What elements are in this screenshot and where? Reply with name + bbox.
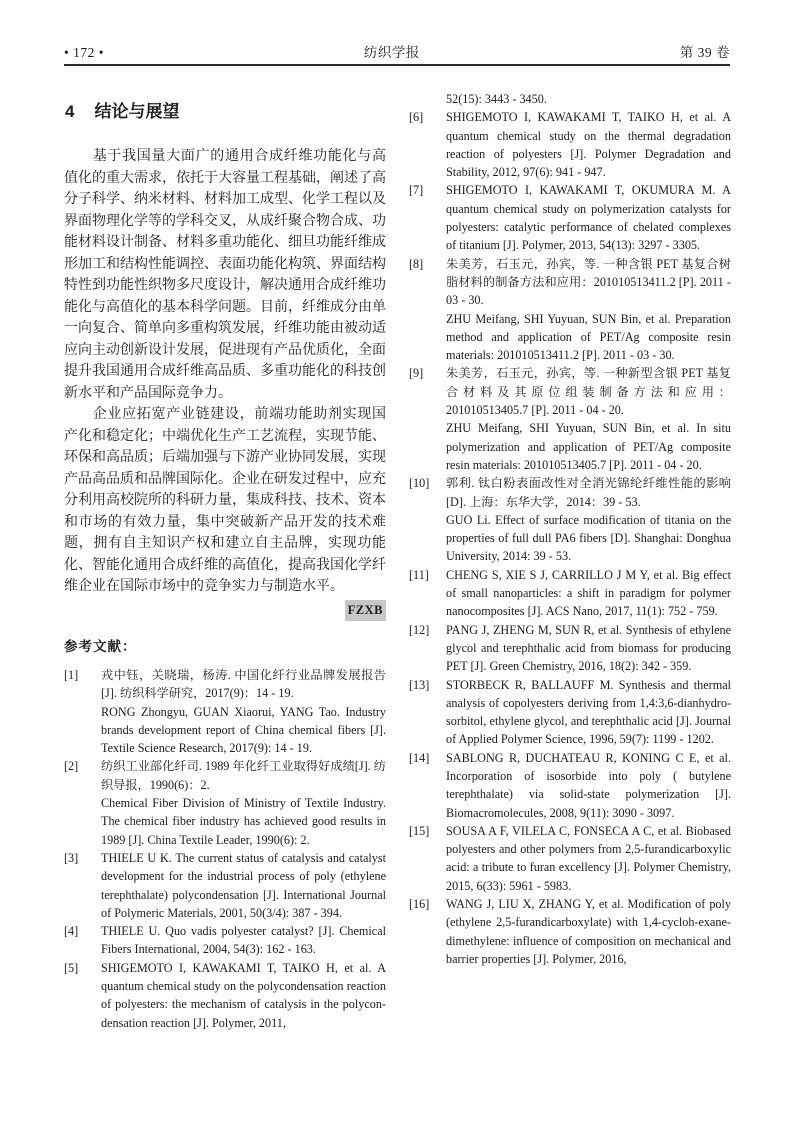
reference-segment: ZHU Meifang, SHI Yuyuan, SUN Bin, et al. Preparation method and application of PET/Ag composite resin materials: 201010513411.2 [P]. 2011 - 03 - 30. [446,311,731,363]
reference-number: [12] [409,622,430,637]
reference-segment: ZHU Meifang, SHI Yuyuan, SUN Bin, et al. In situ polymerization and application of PET/Ag composite resin materials: 201010513405.7 [P]. 2011 - 04 - 20. [446,421,731,472]
reference-list-left [64,666,386,1032]
header-rule [64,64,730,66]
reference-number: [2] [64,759,79,774]
reference-segment: SHIGEMOTO I, KAWAKAMI T, TAIKO H, et al. A quantum chemical study on the polycondensation reaction of polyesters: the mechanism of catalysis in the polycon-densation reaction [J]. Polymer, 2011, [101,960,386,1030]
reference-number: [10] [409,476,430,491]
reference-number: [13] [409,677,430,692]
reference-segment: PANG J, ZHENG M, SUN R, et al. Synthesis of ethylene glycol and terephthalic acid from biomass for producing PET [J]. Green Chemistry, 2016, 18(2): 342 - 359. [446,622,731,674]
reference-text [101,757,386,848]
reference-segment: 郭利. 钛白粉表面改性对全消光锦纶纤维性能的影响[D]. 上海：东华大学，2014：39 - 53. [446,476,731,509]
section-heading [65,100,386,124]
reference-item [409,621,731,676]
reference-segment: RONG Zhongyu, GUAN Xiaorui, YANG Tao. Industry brands development report of China chemical fibers [J]. Textile Science Research, 2017(9): 14 - 19. [101,704,386,756]
reference-item [409,364,731,474]
reference-text [101,959,386,1032]
reference-text [446,255,731,365]
reference-item [64,666,386,757]
reference-segment: 朱美芳，石玉元，孙宾，等. 一种含银 PET 基复合树脂材料的制备方法和应用：201010513411.2 [P]. 2011 - 03 - 30. [446,256,731,308]
reference-text [446,822,731,895]
reference-segment: 朱美芳，石玉元，孙宾，等. 一种新型含银 PET 基复合材料及其原位组装制备方法和应用：201010513405.7 [P]. 2011 - 04 - 20. [446,366,731,418]
reference-segment: SHIGEMOTO I, KAWAKAMI T, TAIKO H, et al. A quantum chemical study on the thermal degradation reaction of polyesters [J]. Polymer Degradation and Stability, 2012, 97(6): 941 - 947. [446,110,731,180]
reference-number: [1] [64,668,79,682]
reference-text [446,181,731,254]
reference-text [446,474,731,565]
reference-text [446,108,731,181]
reference-number: [16] [409,897,430,912]
reference-number: [3] [64,850,79,865]
reference-segment: STORBECK R, BALLAUFF M. Synthesis and thermal analysis of copolyesters deriving from 1,4:3,6-dianhydro-sorbitol, ethylene glycol, and terephthalic acid [J]. Journal of Applied Polymer Science, 1996, 59(7): 1199 - 1202. [446,677,731,747]
reference-text [446,749,731,822]
end-mark: FZXB [345,600,386,622]
page-number: • 172 • [64,45,104,60]
references-heading: 参考文献： [64,639,137,654]
reference-item [64,959,386,1032]
reference-item [64,849,386,922]
reference-number: [15] [409,823,430,838]
content-columns [64,88,731,1032]
reference-segment: 纺织工业部化纤司. 1989 年化纤工业取得好成绩[J]. 纺织导报，1990(6)：2. [101,759,386,792]
volume-label: 第 39 卷 [679,45,730,60]
reference-number: [14] [409,750,430,765]
reference-item [409,822,731,895]
reference-segment: SHIGEMOTO I, KAWAKAMI T, OKUMURA M. A quantum chemical study on polymerization catalysts for polyesters: catalytic performance of chelated complexes of titanium [J]. Polymer, 2013, 54(13): 3297 - 3305. [446,183,731,253]
reference-text [101,849,386,922]
reference-segment: THIELE U K. The current status of catalysis and catalyst development for the industrial process of poly (ethylene terephthalate) polycondensation [J]. International Journal of Polymeric Materials, 2001, 50(3/4): 387 - 394. [101,850,386,920]
reference-segment: THIELE U. Quo vadis polyester catalyst? [J]. Chemical Fibers International, 2004, 54(3): 162 - 163. [101,924,386,957]
left-column [64,88,386,1032]
reference-number: [6] [409,110,424,125]
reference-text [101,666,386,757]
reference-item [409,255,731,365]
end-mark-row [64,599,386,622]
reference-item [409,474,731,565]
reference-segment: Chemical Fiber Division of Ministry of Textile Industry. The chemical fiber industry has achieved good results in 1989 [J]. China Textile Leader, 1990(6): 2. [101,796,386,847]
reference-segment: SABLONG R, DUCHATEAU R, KONING C E, et al. Incorporation of isosorbide into poly ( butylene terephthalate) via solid-state polymerization [J]. Biomacromolecules, 2008, 9(11): 3090 - 3097. [446,750,731,820]
reference-item [409,566,731,621]
page-header [64,41,730,61]
reference-number: [7] [409,183,424,198]
reference-segment: CHENG S, XIE S J, CARRILLO J M Y, et al. Big effect of small nanoparticles: a shift in paradigm for polymer nanocomposites [J]. ACS Nano, 2017, 11(1): 752 - 759. [446,567,731,619]
reference-text [446,895,731,968]
section-title: 结论与展望 [94,102,180,121]
reference-text [446,676,731,749]
conclusion-paragraph-1: 基于我国量大面广的通用合成纤维功能化与高值化的重大需求，依托于大容量工程基础，阐述了高分子科学、纳米材料、材料加工成型、化学工程以及界面物理化学等的学科交叉，从成纤聚合物合成、功能材料设计制备、材料多重功能化、细旦功能纤维成形加工和结构性能调控、表面功能化构筑、界面结构特性到功能性织物多尺度设计，解决通用合成纤维功能化与高值化的基本科学问题。目前，纤维成分由单一向复合、简单向多重构筑发展，纤维功能由被动适应向主动创新设计发展，促进现有产品优质化，全面提升我国通用合成纤维高品质、多重功能化的科技创新水平和产品国际竞争力。 [64,149,386,401]
reference-segment: WANG J, LIU X, ZHANG Y, et al. Modification of poly (ethylene 2,5-furandicarboxylate) with 1,4-cycloh-exane-dimethylene: influence of composition on mechanical and barrier properties [J]. Polymer, 2016, [446,897,731,966]
reference-text [446,621,731,676]
reference-text [446,566,731,621]
conclusion-paragraph-2: 企业应拓宽产业链建设，前端功能助剂实现国产化和稳定化；中端优化生产工艺流程，实现节能、环保和高品质；后端加强与下游产业协同发展，实现产品高品质和品牌国际化。企业在研发过程中，应充分利用高校院所的科研力量，集成科技、技术、资本和市场的有效力量，集中突破新产品开发的技术难题，拥有自主知识产权和建立自主品牌，实现功能化、智能化通用合成纤维的高值化，提高我国化学纤维企业在国际市场中的竞争实力与制造水平。 [64,407,386,594]
reference-item [409,749,731,822]
journal-title: 纺织学报 [363,45,420,60]
reference-number: [11] [409,567,429,582]
reference-segment: GUO Li. Effect of surface modification of titania on the properties of full dull PA6 fibers [D]. Shanghai: Donghua University, 2014: 39 - 53. [446,512,731,564]
reference-segment: SOUSA A F, VILELA C, FONSECA A C, et al. Biobased polyesters and other polymers from 2,5-furandicarboxylic acid: a tribute to furan excellency [J]. Polymer Chemistry, 2015, 6(33): 5961 - 5983. [446,823,731,893]
section-number: 4 [65,102,75,121]
reference-item [409,895,731,968]
reference-number: [4] [64,924,79,939]
reference-segment: 戎中钰，关晓瑞，杨涛. 中国化纤行业品牌发展报告[J]. 纺织科学研究，2017(9)：14 - 19. [101,668,386,701]
reference-item [64,922,386,959]
reference-list-right [409,88,731,968]
right-column [409,88,731,1032]
reference-item [409,108,731,181]
reference-continuation: 52(15): 3443 - 3450. [446,92,547,106]
reference-text [446,364,731,474]
reference-number: [9] [409,366,424,381]
reference-number: [5] [64,960,79,975]
reference-item [409,181,731,254]
reference-item [409,676,731,749]
reference-text [101,922,386,959]
reference-list-right-items [409,108,731,968]
reference-number: [8] [409,256,424,271]
reference-item [64,757,386,848]
